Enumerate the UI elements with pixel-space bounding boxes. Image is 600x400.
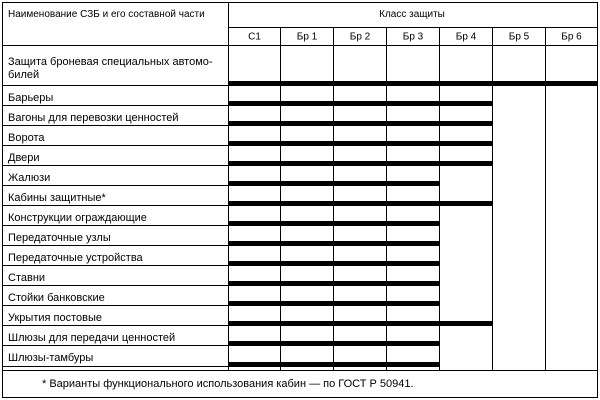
class-header-0: С1 <box>248 31 261 43</box>
class-range-bar <box>229 321 493 326</box>
class-range-bar <box>229 101 493 106</box>
class-range-bar <box>229 121 493 126</box>
class-range-bar <box>229 81 598 86</box>
class-header-5: Бр 5 <box>508 31 530 43</box>
row-name: Укрытия постовые <box>8 312 102 324</box>
class-column-headers <box>248 32 582 43</box>
table-row <box>3 223 546 249</box>
table-row <box>3 283 546 309</box>
table-row <box>3 123 546 149</box>
row-name: Двери <box>8 152 40 164</box>
table-row <box>3 303 546 329</box>
row-name: Шлюзы для передачи ценностей <box>8 332 176 344</box>
class-range-bar <box>229 201 493 206</box>
row-name: Вагоны для перевозки ценностей <box>8 112 179 124</box>
row-name: Передаточные узлы <box>8 232 111 244</box>
class-group-header: Класс защиты <box>379 9 445 20</box>
row-name: Конструкции ограждающие <box>8 212 147 224</box>
row-name: билей <box>8 69 40 81</box>
table-row <box>3 103 546 129</box>
footnote: * Варианты функционального использования кабин — по ГОСТ Р 50941. <box>42 378 414 390</box>
row-name: Ставни <box>8 272 46 284</box>
table-row <box>3 323 546 349</box>
class-range-bar <box>229 161 493 166</box>
table-row <box>3 83 546 109</box>
table-row <box>3 183 546 209</box>
name-column-header: Наименование СЗБ и его составной части <box>8 9 205 20</box>
class-header-2: Бр 2 <box>349 31 371 43</box>
table-row <box>3 263 546 289</box>
class-header-3: Бр 3 <box>402 31 424 43</box>
row-name: Барьеры <box>8 92 54 104</box>
row-name: Ворота <box>8 132 45 144</box>
table-row <box>3 203 546 229</box>
class-header-1: Бр 1 <box>296 31 318 43</box>
table-row <box>3 163 546 189</box>
row-name: Защита броневая специальных автомо- <box>8 56 213 68</box>
table-row <box>3 45 598 89</box>
row-name: Стойки банковские <box>8 292 105 304</box>
class-range-bar <box>229 141 493 146</box>
row-name: Кабины защитные* <box>8 192 106 204</box>
table-rows <box>3 45 598 370</box>
row-name: Жалюзи <box>8 172 51 184</box>
table-row <box>3 343 546 370</box>
class-header-6: Бр 6 <box>561 31 582 43</box>
table-row <box>3 243 546 269</box>
class-header-4: Бр 4 <box>455 31 477 43</box>
table-row <box>3 143 546 169</box>
row-name: Передаточные устройства <box>8 252 143 264</box>
row-name: Шлюзы-тамбуры <box>8 352 94 364</box>
